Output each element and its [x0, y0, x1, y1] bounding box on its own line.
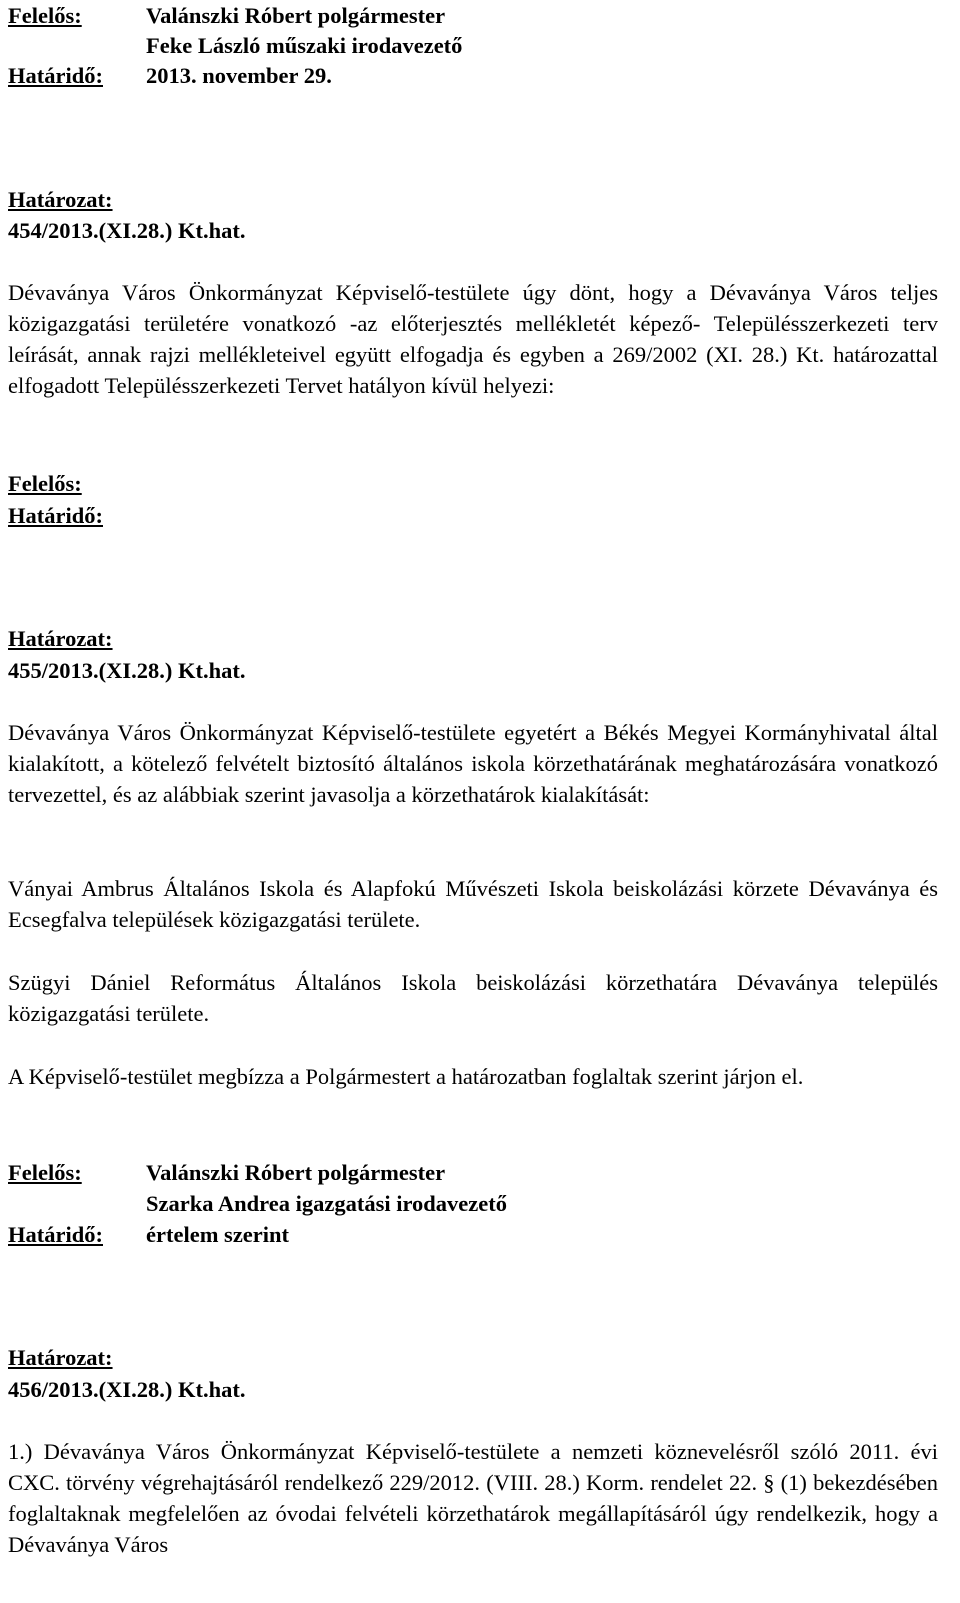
responsible-person: Valánszki Róbert polgármester: [146, 3, 446, 28]
resolution-paragraph: A Képviselő-testület megbízza a Polgármestert a határozatban foglaltak szerint járjon el.: [8, 1064, 804, 1089]
resolution-paragraph: 1.) Dévaványa Város Önkormányzat Képviselő-testülete a nemzeti köznevelésről szóló 2011. évi CXC. törvény végrehajtásáról rendelkező 229/2012. (VIII. 28.) Korm. rendelet 22. § (1) bekezdésében foglaltaknak megfelelően az óvodai felvételi körzethatárok megállapításáról úgy rendelkezik, hogy a Dévaványa Város: [8, 1439, 938, 1557]
resolution-label: Határozat:: [8, 187, 113, 212]
responsible-person: Szarka Andrea igazgatási irodavezető: [146, 1191, 508, 1216]
resolution-number: 456/2013.(XI.28.) Kt.hat.: [8, 1377, 246, 1402]
deadline-row: [8, 1219, 289, 1250]
resolution-paragraph: Szügyi Dániel Református Általános Iskola beiskolázási körzethatára Dévaványa település közigazgatási területe.: [8, 970, 938, 1026]
deadline-label: Határidő:: [8, 63, 103, 88]
responsible-row: [8, 0, 445, 31]
responsible-label: Felelős:: [8, 471, 82, 496]
deadline-label: Határidő:: [8, 503, 103, 528]
resolution-label: Határozat:: [8, 626, 113, 651]
responsible-label: Felelős:: [8, 1160, 82, 1185]
responsible-person: Valánszki Róbert polgármester: [146, 1160, 446, 1185]
responsible-label: Felelős:: [8, 3, 82, 28]
resolution-label: Határozat:: [8, 1345, 113, 1370]
deadline-value: 2013. november 29.: [146, 63, 332, 88]
resolution-paragraph: Dévaványa Város Önkormányzat Képviselő-testülete egyetért a Békés Megyei Kormányhivatal által kialakított, a kötelező felvételt biztosító általános iskola körzethatárának meghatározására vonatkozó tervezettel, és az alábbiak szerint javasolja a körzethatárok kialakítását:: [8, 720, 938, 807]
resolution-number: 455/2013.(XI.28.) Kt.hat.: [8, 658, 246, 683]
deadline-value: értelem szerint: [146, 1222, 290, 1247]
responsible-row-2: [8, 30, 462, 61]
responsible-row: [8, 1157, 445, 1188]
responsible-person: Feke László műszaki irodavezető: [146, 33, 463, 58]
deadline-row: [8, 60, 332, 91]
resolution-number: 454/2013.(XI.28.) Kt.hat.: [8, 218, 246, 243]
responsible-row-2: [8, 1188, 507, 1219]
resolution-paragraph: Ványai Ambrus Általános Iskola és Alapfokú Művészeti Iskola beiskolázási körzete Dévaványa és Ecsegfalva települések közigazgatási területe.: [8, 876, 938, 932]
deadline-label: Határidő:: [8, 1222, 103, 1247]
resolution-text: Dévaványa Város Önkormányzat Képviselő-testülete úgy dönt, hogy a Dévaványa Város teljes közigazgatási területére vonatkozó -az előterjesztés mellékletét képező- Településszerkezeti terv leírását, annak rajzi mellékleteivel együtt elfogadja és egyben a 269/2002 (XI. 28.) Kt. határozattal elfogadott Településszerkezeti Tervet hatályon kívül helyezi:: [8, 280, 938, 398]
